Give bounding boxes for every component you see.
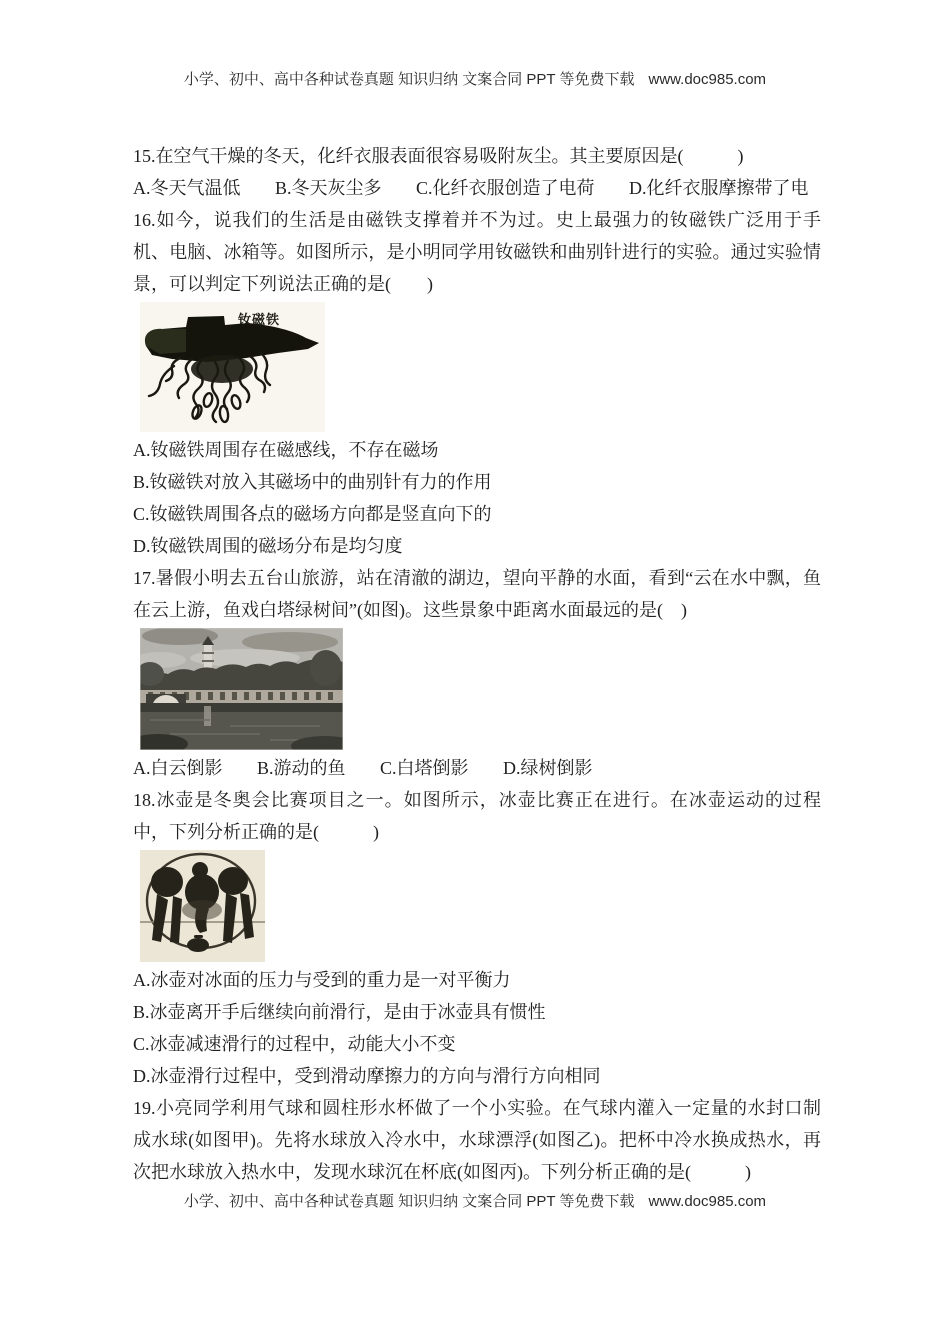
question-17-option-c: C.白塔倒影 [380,758,469,778]
question-18 [133,784,821,1092]
question-18-option-c: C.冰壶减速滑行的过程中，动能大小不变 [133,1034,456,1054]
question-16-option-a: A.钕磁铁周围存在磁感线，不存在磁场 [133,440,439,460]
question-15 [133,140,821,204]
question-17 [133,562,821,784]
question-16-option-d: D.钕磁铁周围的磁场分布是均匀度 [133,536,403,556]
footer-url: www.doc985.com [648,1193,767,1210]
question-17-stem: 17.暑假小明去五台山旅游，站在清澈的湖边，望向平静的水面，看到“云在水中飘，鱼在云上游，鱼戏白塔绿树间”(如图)。这些景象中距离水面最远的是( ) [133,568,821,620]
question-19-stem: 19.小亮同学利用气球和圆柱形水杯做了一个小实验。在气球内灌入一定量的水封口制成水球(如图甲)。先将水球放入冷水中，水球漂浮(如图乙)。把杯中冷水换成热水，再次把水球放入热水中，发现水球沉在杯底(如图丙)。下列分析正确的是( ) [133,1098,821,1182]
question-17-option-a: A.白云倒影 [133,758,223,778]
question-17-options [133,752,821,784]
header-text: 小学、初中、高中各种试卷真题 知识归纳 文案合同 PPT 等免费下载 [183,71,635,88]
question-15-options [133,172,821,204]
questions-area [133,140,821,1188]
question-18-stem: 18.冰壶是冬奥会比赛项目之一。如图所示，冰壶比赛正在进行。在冰壶运动的过程中，下列分析正确的是( ) [133,790,821,842]
question-18-options [133,964,821,1092]
footer-text: 小学、初中、高中各种试卷真题 知识归纳 文案合同 PPT 等免费下载 [183,1193,635,1210]
question-19 [133,1092,821,1188]
question-18-option-d: D.冰壶滑行过程中，受到滑动摩擦力的方向与滑行方向相同 [133,1066,601,1086]
question-16 [133,204,821,562]
question-16-option-c: C.钕磁铁周围各点的磁场方向都是竖直向下的 [133,504,492,524]
question-17-option-b: B.游动的鱼 [257,758,346,778]
lake-pagoda-image [140,628,343,750]
question-15-option-d: D.化纤衣服摩擦带了电 [629,178,809,198]
curling-figure [140,850,821,962]
magnet-paperclips-image [140,302,325,432]
question-17-option-d: D.绿树倒影 [503,758,593,778]
header-url: www.doc985.com [648,71,767,88]
question-16-options [133,434,821,562]
question-15-option-a: A.冬天气温低 [133,178,241,198]
question-16-stem: 16.如今，说我们的生活是由磁铁支撑着并不为过。史上最强力的钕磁铁广泛用于手机、电脑、冰箱等。如图所示，是小明同学用钕磁铁和曲别针进行的实验。通过实验情景，可以判定下列说法正确的是( ) [133,210,821,294]
question-18-option-b: B.冰壶离开手后继续向前滑行，是由于冰壶具有惯性 [133,1002,546,1022]
question-18-option-a: A.冰壶对冰面的压力与受到的重力是一对平衡力 [133,970,511,990]
magnet-label: 钕磁铁 [238,312,281,327]
curling-match-image [140,850,265,962]
lake-figure [140,628,821,750]
question-15-option-c: C.化纤衣服创造了电荷 [416,178,595,198]
page-header-watermark [0,68,950,89]
magnet-figure [140,302,821,432]
question-15-stem: 15.在空气干燥的冬天，化纤衣服表面很容易吸附灰尘。其主要原因是( ) [133,146,744,166]
question-16-option-b: B.钕磁铁对放入其磁场中的曲别针有力的作用 [133,472,492,492]
question-15-option-b: B.冬天灰尘多 [275,178,382,198]
page-footer-watermark [0,1190,950,1211]
